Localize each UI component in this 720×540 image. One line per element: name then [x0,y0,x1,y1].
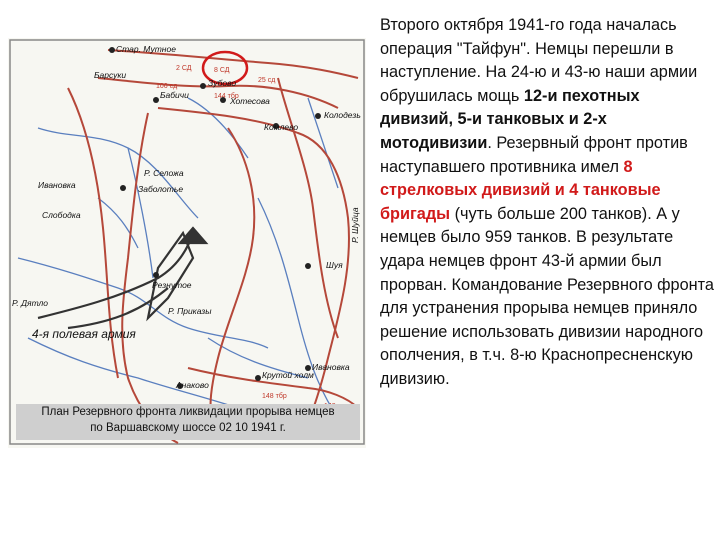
text-highlight-red: 8 стрелковых дивизий и 4 танковые бригады [380,157,661,223]
slide-text [380,14,714,392]
unit-8cd: 8 СД [214,67,230,74]
label-star-mutnoe: Стар. Мутное [116,44,176,54]
label-bayichi: Бабичи [160,90,189,100]
label-r-shujt: Р. Шуйца [350,207,360,243]
text-part-3: (чуть больше 200 танков). А у немцев было 959 танков. В результате удара немцев фронт 43-й армии был прорван. Командование Резервного фронта для устранения прорыва немцев приняло решение использовать дивизии народного ополчения, в т.ч. 8-ю Краснопресненскую дивизию. [380,204,714,388]
label-ivanovo: Ивановка [312,362,350,372]
label-shuya: Шуя [326,260,343,270]
unit-106sd: 106 сд [156,83,178,90]
label-zabolotye: Заболотье [138,184,184,194]
unit-144td: 144 тбр [214,93,239,100]
unit-148tbr: 148 тбр [262,393,287,400]
text-part-1: Второго октября 1941-го года началась операция "Тайфун". Немцы перешли в наступление. На 24-ю и 43-ю наши армии обрушилась мощь [380,16,698,105]
battle-map [8,38,366,448]
unit-25sd: 25 сд [258,77,276,84]
caption-line-2: по Варшавскому шоссе 02 10 1941 г. [90,422,286,434]
map-caption [16,404,360,440]
caption-line-1: План Резервного фронта ликвидации прорыва немцев [41,406,335,418]
label-r-dyatlo: Р. Дятло [12,298,49,308]
text-part-2: . Резервный фронт против наступавшего противника имел [380,133,688,176]
label-r-seloza: Р. Селожа [144,168,184,178]
label-krutoj-kholm: Крутой холм [262,370,314,380]
label-ivanovka: Ивановка [38,180,76,190]
label-zubovo: Зубово [208,78,237,88]
label-kolodez: Колодезь [324,110,361,120]
label-slobodka: Слободка [42,210,81,220]
label-army4 [32,327,136,341]
label-reznutoe: Резнутое [152,280,192,290]
label-barsuki: Барсуки [94,70,127,80]
label-anakoovo: Анаково [176,380,209,390]
label-r-prikazy: Р. Приказы [168,306,212,316]
label-komlevo: Комлево [264,122,299,132]
text-bold: 12-и пехотных дивизий, 5-и танковых и 2-х мотодивизии [380,86,640,152]
label-khotesova: Хотесова [230,96,270,106]
army4-text: 4-я полевая армия [32,327,136,341]
unit-2sd: 2 СД [176,65,192,72]
